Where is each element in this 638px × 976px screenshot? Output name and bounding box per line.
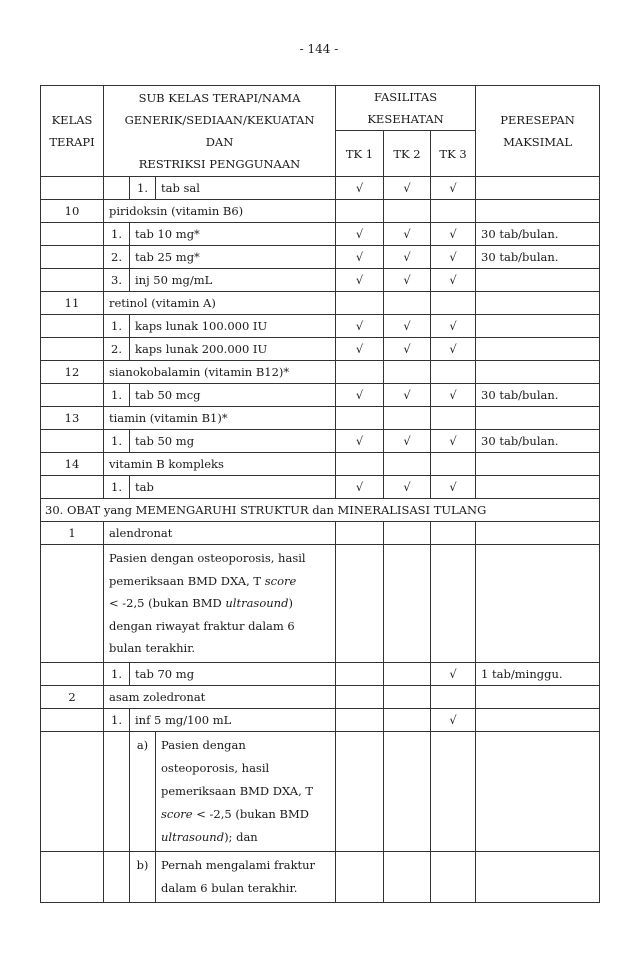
group-name: tiamin (vitamin B1)*: [104, 407, 336, 430]
page-number: - 144 -: [299, 42, 339, 56]
section-heading: 30. OBAT yang MEMENGARUHI STRUKTUR dan MINERALISASI TULANG: [41, 499, 600, 522]
check-mark: √: [384, 246, 431, 269]
check-mark: √: [431, 315, 476, 338]
check-mark: √: [384, 338, 431, 361]
table-row: [41, 545, 600, 663]
check-mark: √: [336, 246, 384, 269]
item-number: 3.: [104, 269, 130, 292]
item-name: inf 5 mg/100 mL: [130, 708, 336, 731]
check-mark: √: [384, 430, 431, 453]
check-mark: √: [336, 338, 384, 361]
header-fasilitas: FASILITAS KESEHATAN: [336, 86, 476, 131]
restriction-text: Pasien dengan osteoporosis, hasil pemeriksaan BMD DXA, T score < -2,5 (bukan BMD ultrasound) dengan riwayat fraktur dalam 6 bulan terakhir.: [104, 545, 336, 663]
item-number: 1.: [104, 662, 130, 685]
table-row: [41, 851, 600, 902]
check-mark: √: [384, 269, 431, 292]
check-mark: √: [431, 662, 476, 685]
table-row: [41, 685, 600, 708]
group-number: 12: [41, 361, 104, 384]
group-name: piridoksin (vitamin B6): [104, 200, 336, 223]
group-name: sianokobalamin (vitamin B12)*: [104, 361, 336, 384]
item-name: tab 70 mg: [130, 662, 336, 685]
check-mark: √: [336, 315, 384, 338]
restriction-label: a): [130, 731, 156, 851]
header-peresepan: PERESEPAN MAKSIMAL: [476, 86, 600, 177]
item-name: kaps lunak 200.000 IU: [130, 338, 336, 361]
header-tk2: TK 2: [384, 131, 431, 177]
header-kelas-terapi: KELAS TERAPI: [41, 86, 104, 177]
check-mark: √: [431, 384, 476, 407]
item-name: inj 50 mg/mL: [130, 269, 336, 292]
formulary-table: [40, 85, 600, 903]
restriction-label: b): [130, 851, 156, 902]
check-mark: √: [336, 384, 384, 407]
check-mark: √: [431, 246, 476, 269]
table-row: [41, 200, 600, 223]
table-row: [41, 177, 600, 200]
group-name: asam zoledronat: [104, 685, 336, 708]
check-mark: √: [384, 223, 431, 246]
check-mark: √: [336, 269, 384, 292]
group-number: 10: [41, 200, 104, 223]
check-mark: √: [336, 430, 384, 453]
group-number: 1: [41, 522, 104, 545]
group-number: 2: [41, 685, 104, 708]
table-row: [41, 315, 600, 338]
header-sub-kelas: SUB KELAS TERAPI/NAMA GENERIK/SEDIAAN/KEKUATAN DAN RESTRIKSI PENGGUNAAN: [104, 86, 336, 177]
table-row: [41, 269, 600, 292]
check-mark: √: [431, 223, 476, 246]
group-number: 14: [41, 453, 104, 476]
table-row: [41, 453, 600, 476]
check-mark: √: [384, 476, 431, 499]
item-number: 2.: [104, 246, 130, 269]
table-row: [41, 662, 600, 685]
max-prescription: 30 tab/bulan.: [476, 223, 600, 246]
check-mark: √: [336, 177, 384, 200]
max-prescription: 1 tab/minggu.: [476, 662, 600, 685]
item-name: tab 25 mg*: [130, 246, 336, 269]
max-prescription: 30 tab/bulan.: [476, 384, 600, 407]
item-name: tab: [130, 476, 336, 499]
table-row: [41, 361, 600, 384]
check-mark: √: [431, 338, 476, 361]
item-number: 1.: [104, 430, 130, 453]
group-name: retinol (vitamin A): [104, 292, 336, 315]
item-name: tab 10 mg*: [130, 223, 336, 246]
max-prescription: 30 tab/bulan.: [476, 430, 600, 453]
item-number: 1.: [104, 315, 130, 338]
table-row: [41, 430, 600, 453]
check-mark: √: [431, 430, 476, 453]
item-name: tab 50 mcg: [130, 384, 336, 407]
restriction-text: Pasien dengan osteoporosis, hasil pemeriksaan BMD DXA, T score < -2,5 (bukan BMD ultrasound); dan: [156, 731, 336, 851]
restriction-text: Pernah mengalami fraktur dalam 6 bulan terakhir.: [156, 851, 336, 902]
group-number: 11: [41, 292, 104, 315]
check-mark: √: [336, 476, 384, 499]
table-row: [41, 246, 600, 269]
table-row: [41, 731, 600, 851]
check-mark: √: [431, 269, 476, 292]
item-name: tab 50 mg: [130, 430, 336, 453]
check-mark: √: [384, 384, 431, 407]
table-row: [41, 338, 600, 361]
group-name: alendronat: [104, 522, 336, 545]
table-row: [41, 292, 600, 315]
item-number: 1.: [104, 476, 130, 499]
check-mark: √: [431, 177, 476, 200]
table-row: [41, 223, 600, 246]
item-number: 1.: [104, 708, 130, 731]
check-mark: √: [431, 708, 476, 731]
item-name: tab sal: [156, 177, 336, 200]
item-number: 2.: [104, 338, 130, 361]
item-name: kaps lunak 100.000 IU: [130, 315, 336, 338]
header-tk3: TK 3: [431, 131, 476, 177]
table-row: [41, 522, 600, 545]
max-prescription: 30 tab/bulan.: [476, 246, 600, 269]
item-number: 1.: [104, 223, 130, 246]
group-number: 13: [41, 407, 104, 430]
table-row: [41, 407, 600, 430]
table-row: [41, 476, 600, 499]
table-row: [41, 708, 600, 731]
table-row: [41, 384, 600, 407]
table-row: [41, 499, 600, 522]
check-mark: √: [384, 177, 431, 200]
check-mark: √: [431, 476, 476, 499]
group-name: vitamin B kompleks: [104, 453, 336, 476]
check-mark: √: [384, 315, 431, 338]
item-number: 1.: [130, 177, 156, 200]
header-tk1: TK 1: [336, 131, 384, 177]
item-number: 1.: [104, 384, 130, 407]
check-mark: √: [336, 223, 384, 246]
